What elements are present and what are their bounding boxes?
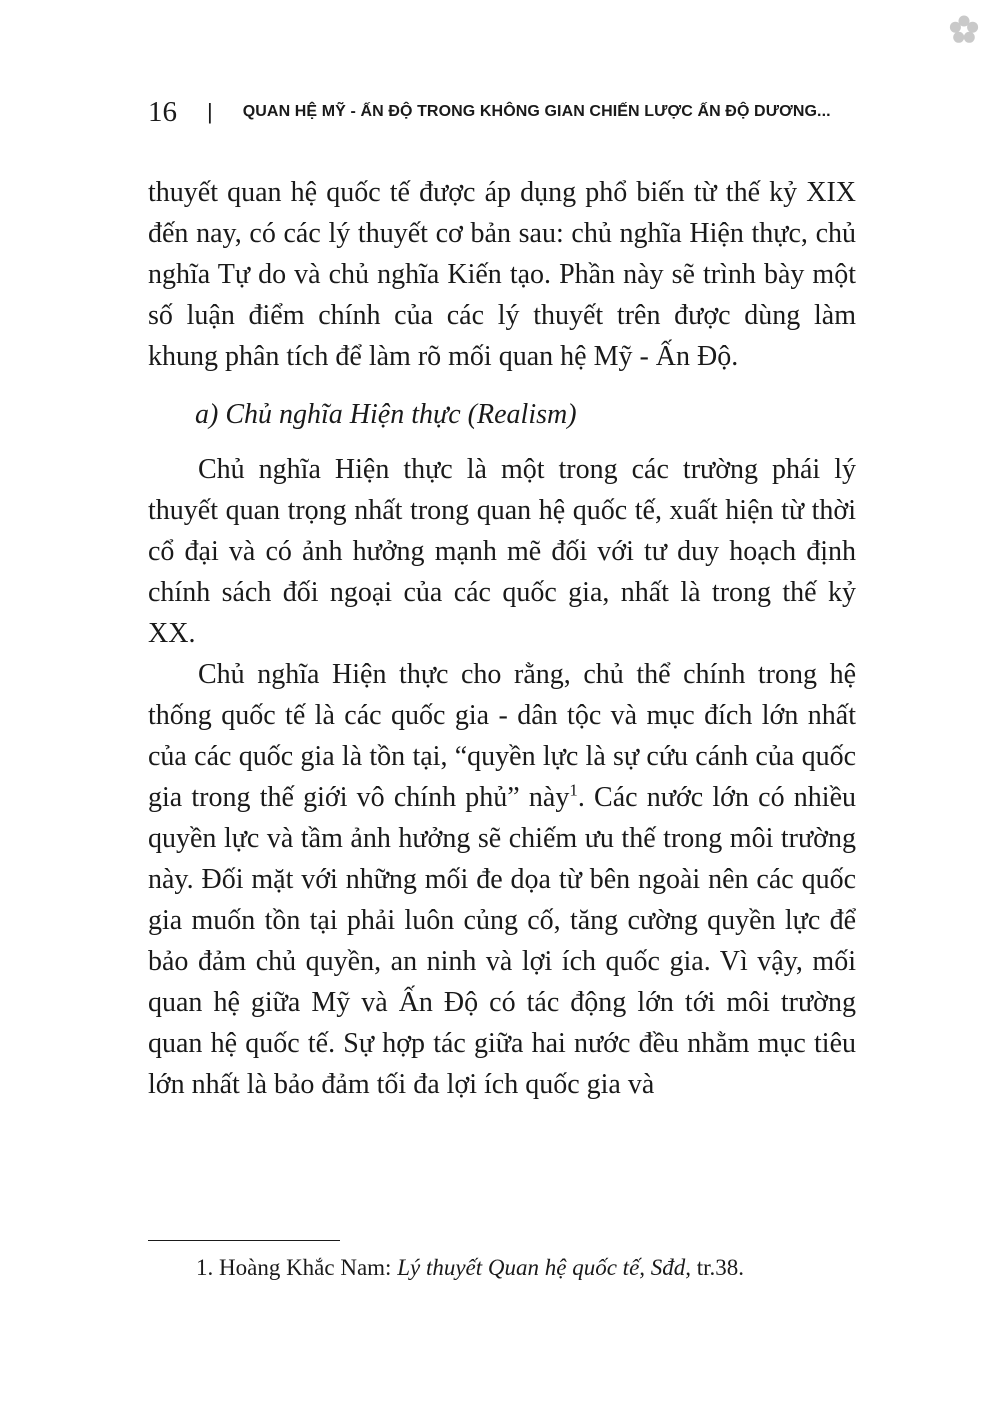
paragraph-realism-intro: Chủ nghĩa Hiện thực là một trong các trường phái lý thuyết quan trọng nhất trong quan hệ quốc tế, xuất hiện từ thời cổ đại và có ảnh hưởng mạnh mẽ đối với tư duy hoạch định chính sách đối ngoại của các quốc gia, nhất là trong thế kỷ XX. [148,454,856,649]
paragraph-text: . Các nước lớn có nhiều quyền lực và tầm ảnh hưởng sẽ chiếm ưu thế trong môi trường này. Đối mặt với những mối đe dọa từ bên ngoài nên các quốc gia muốn tồn tại phải luôn củng cố, tăng cường quyền lực để bảo đảm chủ quyền, an ninh và lợi ích quốc gia. Vì vậy, mối quan hệ giữa Mỹ và Ấn Độ có tác động lớn tới môi trường quan hệ quốc tế. Sự hợp tác giữa hai nước đều nhằm mục tiêu lớn nhất là bảo đảm tối đa lợi ích quốc gia và [148,782,856,1100]
paragraph-realism-core [148,654,856,1105]
footnote-author: Hoàng Khắc Nam: [219,1255,392,1280]
running-header [148,92,868,132]
flower-logo-icon [948,14,980,46]
footnote [196,1252,856,1284]
footnote-number: 1. [196,1255,214,1280]
header-separator: | [207,99,213,124]
page-number: 16 [148,95,177,128]
footnote-page-ref: tr.38. [696,1255,745,1280]
footnote-title: Lý thuyết Quan hệ quốc tế, Sđd, [397,1255,692,1280]
footnote-divider [148,1240,340,1241]
running-title: QUAN HỆ MỸ - ẤN ĐỘ TRONG KHÔNG GIAN CHIẾN LƯỢC ẤN ĐỘ DƯƠNG... [242,103,831,120]
footnote-reference: 1 [569,780,578,800]
paragraph-continued: thuyết quan hệ quốc tế được áp dụng phổ biến từ thế kỷ XIX đến nay, có các lý thuyết cơ bản sau: chủ nghĩa Hiện thực, chủ nghĩa Tự do và chủ nghĩa Kiến tạo. Phần này sẽ trình bày một số luận điểm chính của các lý thuyết trên được dùng làm khung phân tích để làm rõ mối quan hệ Mỹ - Ấn Độ. [148,177,856,372]
paragraph-text: Chủ nghĩa Hiện thực cho rằng, chủ thể chính trong hệ thống quốc tế là các quốc gia - dân tộc và mục đích lớn nhất của các quốc gia là tồn tại, “quyền lực là sự cứu cánh của quốc gia trong thế giới vô chính phủ” này [148,659,856,813]
body-text [148,172,856,1105]
section-heading: a) Chủ nghĩa Hiện thực (Realism) [195,399,577,430]
